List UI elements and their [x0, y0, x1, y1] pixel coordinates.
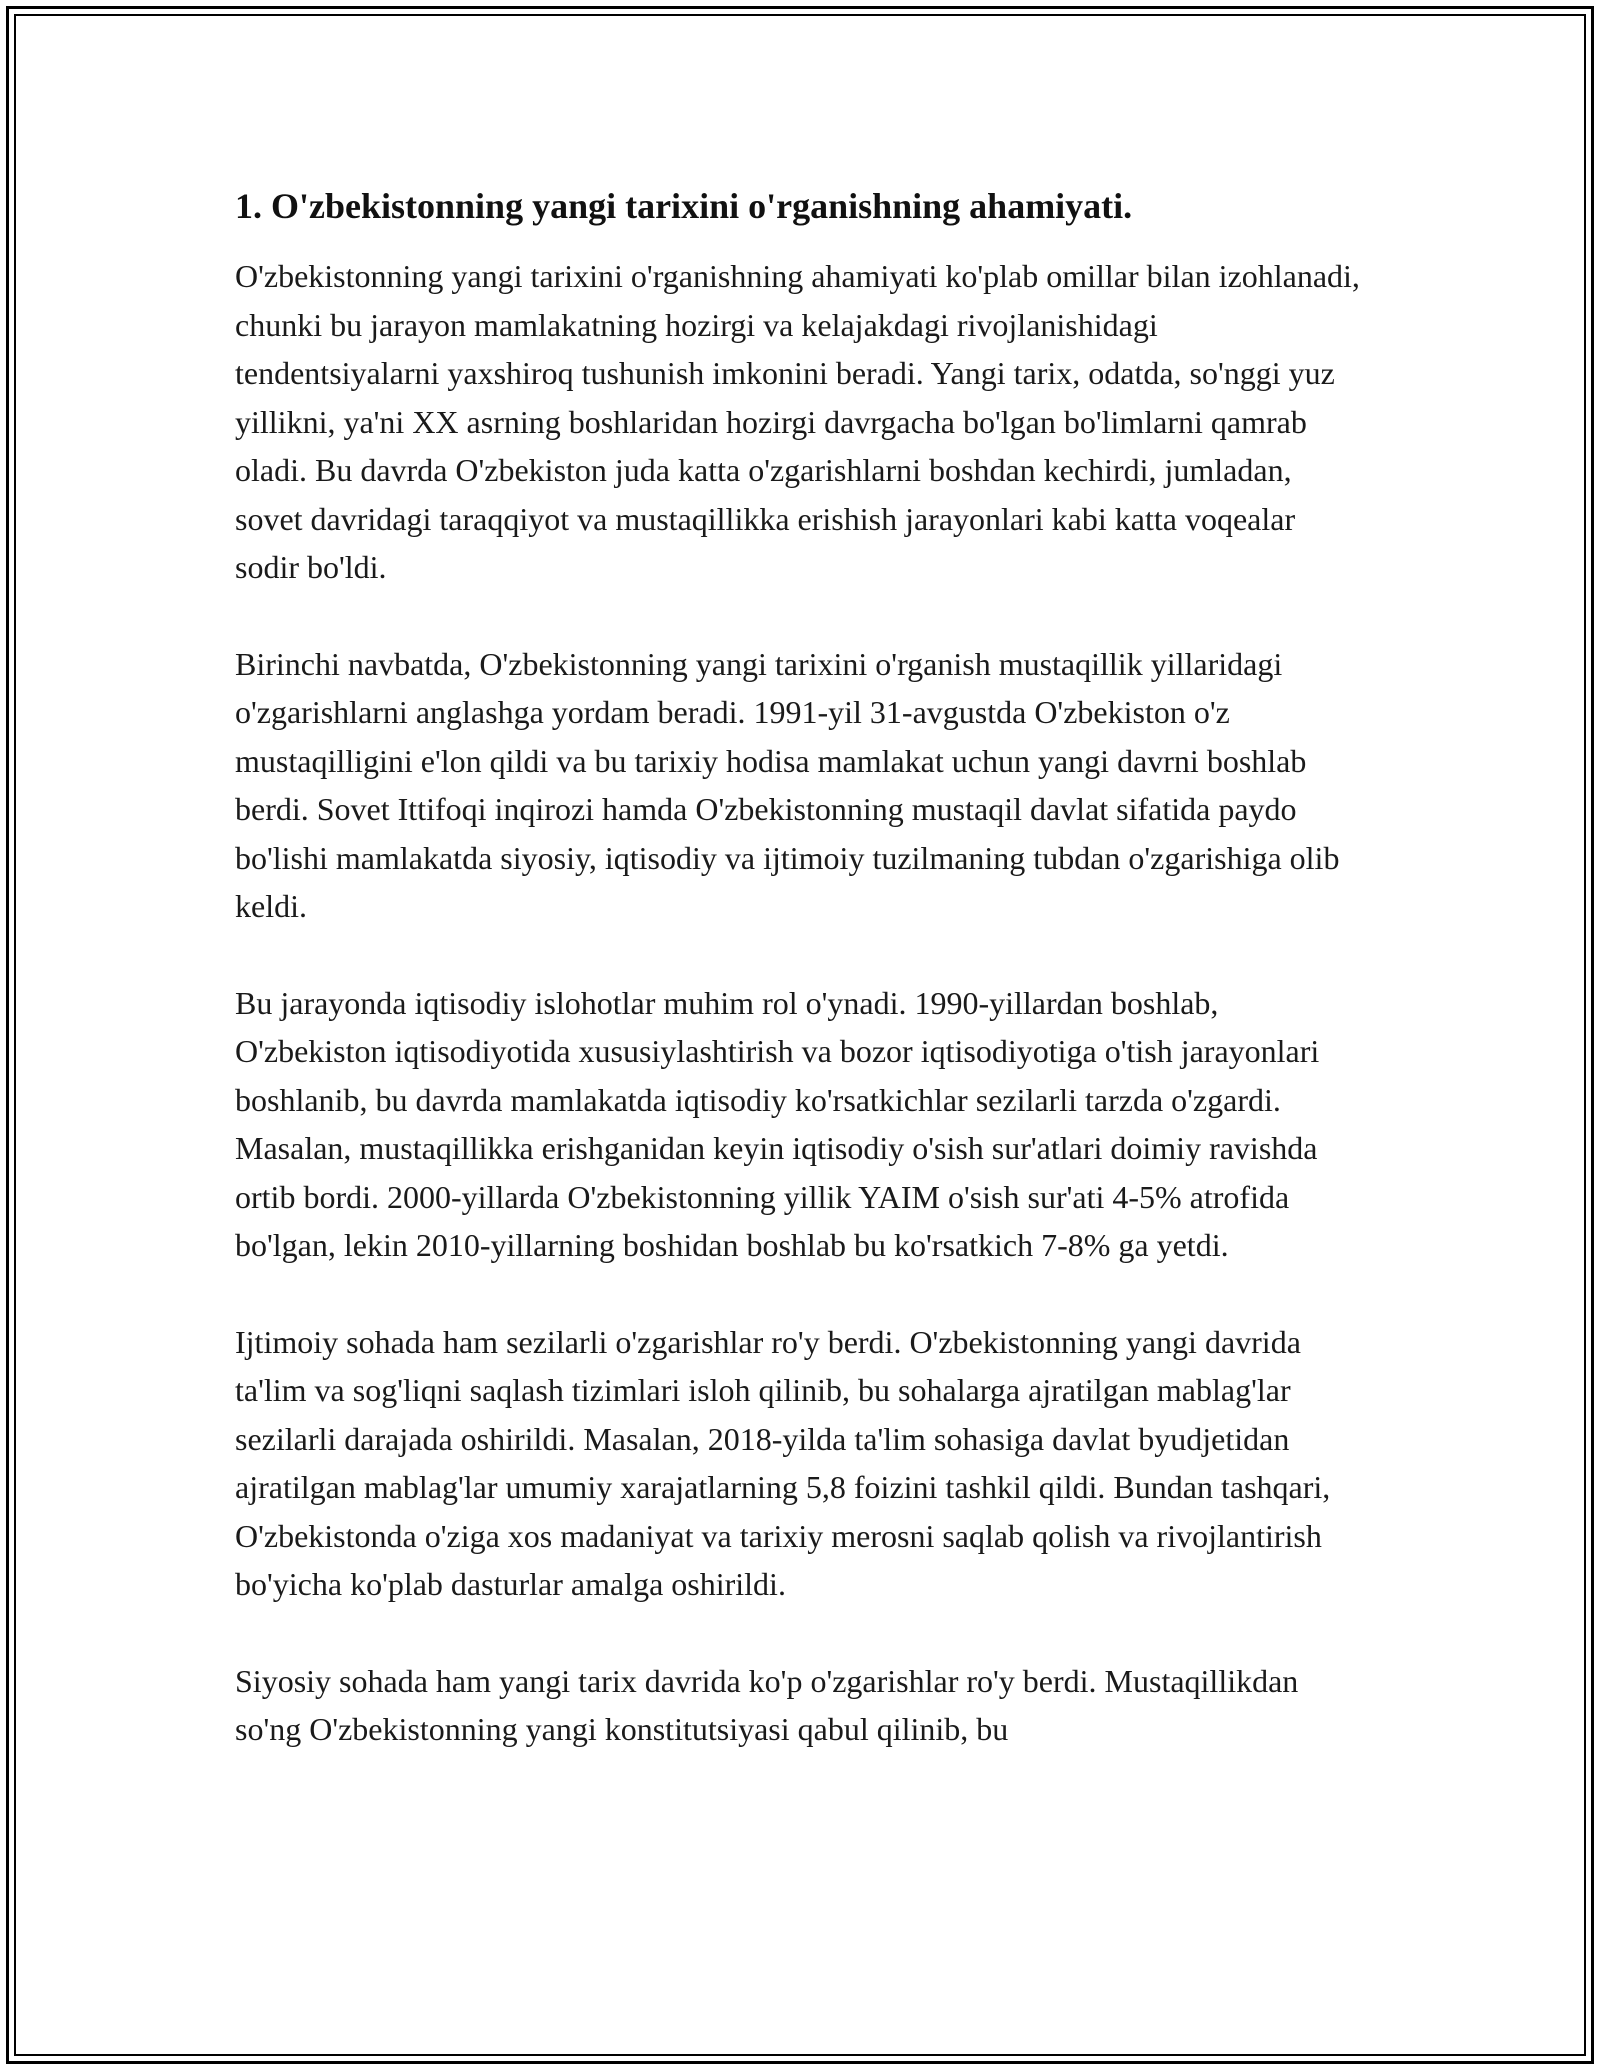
document-body [235, 185, 1365, 1802]
paragraph-social: Ijtimoiy sohada ham sezilarli o'zgarishlar ro'y berdi. O'zbekistonning yangi davrida ta'lim va sog'liqni saqlash tizimlari isloh qilinib, bu sohalarga ajratilgan mablag'lar sezilarli darajada oshirildi. Masalan, 2018-yilda ta'lim sohasiga davlat byudjetidan ajratilgan mablag'lar umumiy xarajatlarning 5,8 foizini tashkil qildi. Bundan tashqari, O'zbekistonda o'ziga xos madaniyat va tarixiy merosni saqlab qolish va rivojlantirish bo'yicha ko'plab dasturlar amalga oshirildi. [235, 1323, 1331, 1603]
paragraph-independence: Birinchi navbatda, O'zbekistonning yangi tarixini o'rganish mustaqillik yillaridagi o'zgarishlarni anglashga yordam beradi. 1991-yil 31-avgustda O'zbekiston o'z mustaqilligini e'lon qildi va bu tarixiy hodisa mamlakat uchun yangi davrni boshlab berdi. Sovet Ittifoqi inqirozi hamda O'zbekistonning mustaqil davlat sifatida paydo bo'lishi mamlakatda siyosiy, iqtisodiy va ijtimoiy tuzilmaning tubdan o'zgarishiga olib keldi. [235, 645, 1340, 925]
section-heading: 1. O'zbekistonning yangi tarixini o'rganishning ahamiyati. [235, 186, 1133, 226]
paragraph-intro: O'zbekistonning yangi tarixini o'rganishning ahamiyati ko'plab omillar bilan izohlanadi, chunki bu jarayon mamlakatning hozirgi va kelajakdagi rivojlanishidagi tendentsiyalarni yaxshiroq tushunish imkonini beradi. Yangi tarix, odatda, so'nggi yuz yillikni, ya'ni XX asrning boshlaridan hozirgi davrgacha bo'lgan bo'limlarni qamrab oladi. Bu davrda O'zbekiston juda katta o'zgarishlarni boshdan kechirdi, jumladan, sovet davridagi taraqqiyot va mustaqillikka erishish jarayonlari kabi katta voqealar sodir bo'ldi. [235, 258, 1360, 586]
paragraph-political: Siyosiy sohada ham yangi tarix davrida ko'p o'zgarishlar ro'y berdi. Mustaqillikdan so'ng O'zbekistonning yangi konstitutsiyasi qabul qilinib, bu [235, 1662, 1299, 1748]
paragraph-economy: Bu jarayonda iqtisodiy islohotlar muhim rol o'ynadi. 1990-yillardan boshlab, O'zbekiston iqtisodiyotida xususiylashtirish va bozor iqtisodiyotiga o'tish jarayonlari boshlanib, bu davrda mamlakatda iqtisodiy ko'rsatkichlar sezilarli tarzda o'zgardi. Masalan, mustaqillikka erishganidan keyin iqtisodiy o'sish sur'atlari doimiy ravishda ortib bordi. 2000-yillarda O'zbekistonning yillik YAIM o'sish sur'ati 4-5% atrofida bo'lgan, lekin 2010-yillarning boshidan boshlab bu ko'rsatkich 7-8% ga yetdi. [235, 984, 1320, 1264]
